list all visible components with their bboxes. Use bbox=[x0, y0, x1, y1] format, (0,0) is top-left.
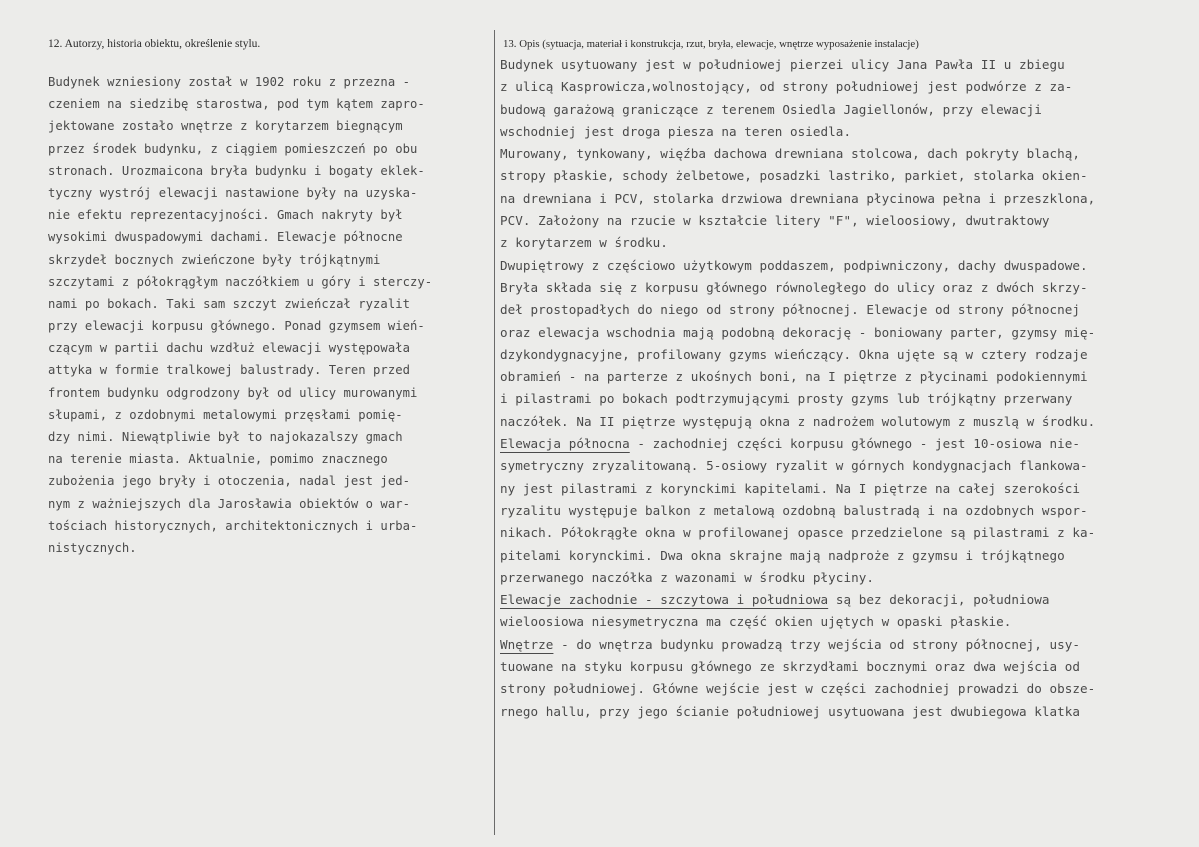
text-line bbox=[500, 255, 1190, 277]
text-line bbox=[500, 165, 1190, 187]
line-text: Bryła składa się z korpusu głównego równoległego do ulicy oraz z dwóch skrzy- bbox=[500, 279, 1088, 295]
text-line bbox=[500, 411, 1190, 433]
line-text: Budynek usytuowany jest w południowej pierzei ulicy Jana Pawła II u zbiegu bbox=[500, 57, 1065, 72]
text-line bbox=[500, 121, 1190, 143]
text-line: tyczny wystrój elewacji nastawione były na uzyska- bbox=[48, 185, 418, 200]
text-line: nami po bokach. Taki sam szczyt zwieńczał ryzalit bbox=[48, 296, 410, 311]
section-13-header: 13. Opis (sytuacja, materiał i konstrukcja, rzut, bryła, elewacje, wnętrze wyposażenie instalacje) bbox=[503, 38, 919, 50]
text-line bbox=[500, 433, 1190, 455]
line-text: deł prostopadłych do niego od strony północnej. Elewacje od strony północnej bbox=[500, 302, 1081, 318]
text-line: frontem budynku odgrodzony był od ulicy murowanymi bbox=[48, 385, 418, 400]
line-text: pitelami korynckimi. Dwa okna skrajne mają nadproże z gzymsu i trójkątnego bbox=[500, 547, 1065, 563]
line-text: z korytarzem w środku. bbox=[500, 235, 668, 251]
text-line bbox=[500, 545, 1190, 567]
text-line: zubożenia jego bryły i otoczenia, nadal jest jed- bbox=[48, 474, 410, 489]
text-line: tościach historycznych, architektonicznych i urba- bbox=[48, 518, 418, 533]
line-text: obramień - na parterze z ukośnych boni, na I piętrze z płycinami podokiennymi bbox=[500, 369, 1088, 385]
line-text: z ulicą Kasprowicza,wolnostojący, od strony południowej jest podwórze z za- bbox=[500, 79, 1073, 95]
text-line bbox=[500, 188, 1190, 210]
text-line bbox=[500, 99, 1190, 121]
underlined-subheading: Elewacje zachodnie - szczytowa i południowa bbox=[500, 592, 829, 608]
line-text: PCV. Założony na rzucie w kształcie litery "F", wieloosiowy, dwutraktowy bbox=[500, 213, 1050, 229]
text-line bbox=[500, 143, 1190, 165]
text-line: czącym w partii dachu wzdłuż elewacji występowała bbox=[48, 341, 410, 356]
line-text: - do wnętrza budynku prowadzą trzy wejścia od strony północnej, usy- bbox=[553, 636, 1081, 652]
line-text: na drewniana i PCV, stolarka drzwiowa drewniana płycinowa pełna i przeszklona, bbox=[500, 190, 1096, 206]
line-text: - zachodniej części korpusu głównego - jest 10-osiowa nie- bbox=[629, 436, 1081, 452]
line-text: Murowany, tynkowany, więźba dachowa drewniana stolcowa, dach pokryty blachą, bbox=[500, 146, 1081, 162]
text-line bbox=[500, 277, 1190, 299]
text-line: dzy nimi. Niewątpliwie był to najokazalszy gmach bbox=[48, 430, 403, 444]
line-text: tuowane na styku korpusu głównego ze skrzydłami bocznymi oraz dwa wejścia od bbox=[500, 659, 1081, 675]
line-text: są bez dekoracji, południowa bbox=[828, 592, 1050, 608]
text-line bbox=[500, 54, 1190, 76]
text-line bbox=[500, 366, 1190, 388]
text-line bbox=[500, 299, 1190, 321]
text-line: nie efektu reprezentacyjności. Gmach nakryty był bbox=[48, 208, 403, 223]
line-text: symetryczny zryzalitowaną. 5-osiowy ryzalit w górnych kondygnacjach flankowa- bbox=[500, 458, 1088, 474]
text-line bbox=[500, 455, 1190, 477]
text-line bbox=[500, 76, 1190, 98]
line-text: rnego hallu, przy jego ścianie południowej usytuowana jest dwubiegowa klatka bbox=[500, 703, 1081, 719]
underlined-subheading: Elewacja północna bbox=[500, 436, 630, 452]
line-text: wschodniej jest droga piesza na teren osiedla. bbox=[500, 123, 852, 139]
text-line: na terenie miasta. Aktualnie, pomimo znacznego bbox=[48, 452, 388, 467]
text-line bbox=[500, 322, 1190, 344]
text-line bbox=[500, 344, 1190, 366]
line-text: Dwupiętrowy z częściowo użytkowym poddaszem, podpiwniczony, dachy dwuspadowe. bbox=[500, 257, 1088, 273]
line-text: strony południowej. Główne wejście jest w części zachodniej prowadzi do obsze- bbox=[500, 681, 1096, 697]
line-text: nikach. Półokrągłe okna w profilowanej opasce przedzielone są pilastrami z ka- bbox=[500, 525, 1096, 541]
text-line bbox=[500, 634, 1190, 656]
text-line: Budynek wzniesiony został w 1902 roku z przezna - bbox=[48, 75, 410, 89]
text-line bbox=[500, 678, 1190, 700]
text-line bbox=[500, 210, 1190, 232]
line-text: naczółek. Na II piętrze występują okna z nadrożem wolutowym z muszlą w środku. bbox=[500, 413, 1096, 429]
line-text: ryzalitu występuje balkon z metalową ozdobną balustradą i na ozdobnych wspor- bbox=[500, 502, 1088, 518]
text-line: przez środek budynku, z ciągiem pomieszczeń po obu bbox=[48, 141, 418, 156]
text-line: czeniem na siedzibę starostwa, pod tym kątem zapro- bbox=[48, 97, 425, 112]
text-line: słupami, z ozdobnymi metalowymi przęsłami pomię- bbox=[48, 407, 403, 422]
underlined-subheading: Wnętrze bbox=[500, 636, 554, 652]
line-text: stropy płaskie, schody żelbetowe, posadzki lastriko, parkiet, stolarka okien- bbox=[500, 168, 1088, 184]
column-divider bbox=[494, 30, 495, 835]
text-line: stronach. Urozmaicona bryła budynku i bogaty eklek- bbox=[48, 163, 425, 178]
text-line: jektowane zostało wnętrze z korytarzem biegnącym bbox=[48, 119, 403, 134]
line-text: budową garażową graniczące z terenem Osiedla Jagiellonów, przy elewacji bbox=[500, 101, 1042, 117]
text-line: szczytami z półokrągłym naczółkiem u góry i sterczy- bbox=[48, 274, 433, 289]
text-line bbox=[500, 478, 1190, 500]
text-line: skrzydeł bocznych zwieńczone były trójkątnymi bbox=[48, 252, 381, 267]
line-text: oraz elewacja wschodnia mają podobną dekorację - boniowany parter, gzymsy mię- bbox=[500, 324, 1096, 340]
text-line bbox=[500, 701, 1190, 723]
text-line bbox=[500, 522, 1190, 544]
text-line: nym z ważniejszych dla Jarosławia obiektów o war- bbox=[48, 496, 410, 511]
line-text: ny jest pilastrami z korynckimi kapitelami. Na I piętrze na całej szerokości bbox=[500, 480, 1081, 496]
text-line bbox=[500, 567, 1190, 589]
text-line: przy elewacji korpusu głównego. Ponad gzymsem wień- bbox=[48, 319, 425, 334]
text-line bbox=[500, 500, 1190, 522]
line-text: i pilastrami po bokach podtrzymującymi prosty gzyms lub trójkątny przerwany bbox=[500, 391, 1073, 407]
line-text: przerwanego naczółka z wazonami w środku płyciny. bbox=[500, 569, 874, 585]
section-13-text bbox=[500, 54, 1190, 723]
text-line bbox=[500, 388, 1190, 410]
text-line bbox=[500, 589, 1190, 611]
text-line: attyka w formie tralkowej balustrady. Teren przed bbox=[48, 363, 410, 378]
text-line bbox=[500, 611, 1190, 633]
text-line: wysokimi dwuspadowymi dachami. Elewacje północne bbox=[48, 230, 403, 245]
text-line bbox=[500, 656, 1190, 678]
text-line: nistycznych. bbox=[48, 540, 137, 555]
section-12-header: 12. Autorzy, historia obiektu, określenie stylu. bbox=[48, 38, 261, 50]
section-12-text bbox=[48, 71, 488, 559]
line-text: wieloosiowa niesymetryczna ma część okien ujętych w opaski płaskie. bbox=[500, 614, 1012, 630]
text-line bbox=[500, 232, 1190, 254]
line-text: dzykondygnacyjne, profilowany gzyms wieńczący. Okna ujęte są w cztery rodzaje bbox=[500, 346, 1088, 362]
